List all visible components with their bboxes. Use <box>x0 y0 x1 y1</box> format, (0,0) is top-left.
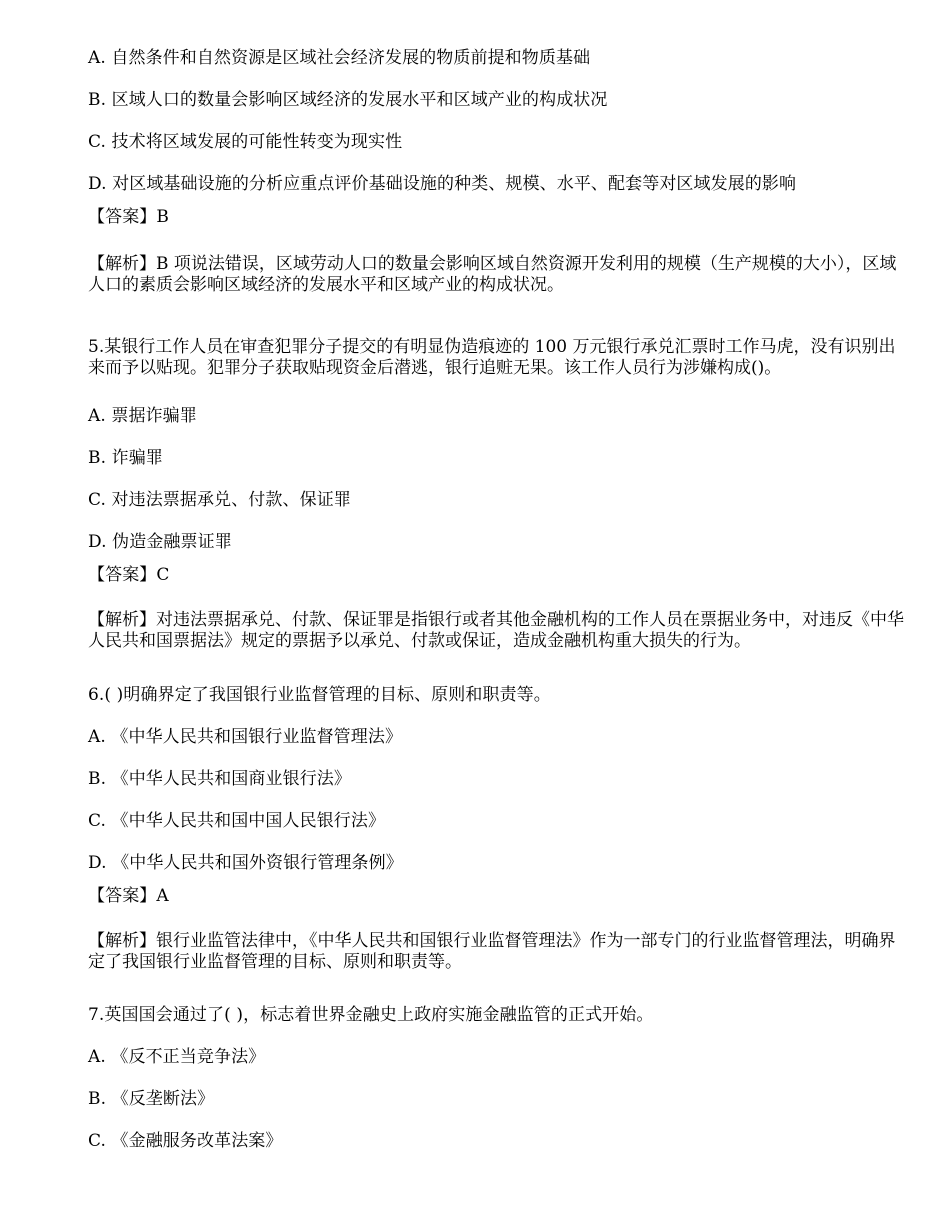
q6-stem: 6.( )明确界定了我国银行业监督管理的目标、原则和职责等。 <box>88 685 551 705</box>
q4-analysis: 【解析】B 项说法错误，区域劳动人口的数量会影响区域自然资源开发利用的规模（生产规模的大小），区域人口的素质会影响区域经济的发展水平和区域产业的构成状况。 <box>88 254 897 295</box>
q4-option-b: B. 区域人口的数量会影响区域经济的发展水平和区域产业的构成状况 <box>88 90 608 110</box>
q6-option-b: B. 《中华人民共和国商业银行法》 <box>88 769 351 789</box>
q5-option-a: A. 票据诈骗罪 <box>88 406 197 426</box>
q6-analysis: 【解析】银行业监管法律中，《中华人民共和国银行业监督管理法》作为一部专门的行业监督管理法，明确界定了我国银行业监督管理的目标、原则和职责等。 <box>88 931 896 972</box>
q5-analysis: 【解析】对违法票据承兑、付款、保证罪是指银行或者其他金融机构的工作人员在票据业务中，对违反《中华人民共和国票据法》规定的票据予以承兑、付款或保证，造成金融机构重大损失的行为。 <box>88 610 904 651</box>
q7-stem: 7.英国国会通过了( )，标志着世界金融史上政府实施金融监管的正式开始。 <box>88 1005 654 1025</box>
q7-option-c: C. 《金融服务改革法案》 <box>88 1131 283 1151</box>
q4-option-a: A. 自然条件和自然资源是区域社会经济发展的物质前提和物质基础 <box>88 48 591 68</box>
q6-option-a: A. 《中华人民共和国银行业监督管理法》 <box>88 727 403 747</box>
q5-option-d: D. 伪造金融票证罪 <box>88 532 232 552</box>
q4-option-d: D. 对区域基础设施的分析应重点评价基础设施的种类、规模、水平、配套等对区域发展的影响 <box>88 174 797 194</box>
q7-option-b: B. 《反垄断法》 <box>88 1089 215 1109</box>
q6-option-d: D. 《中华人民共和国外资银行管理条例》 <box>88 853 403 873</box>
q6-answer: 【答案】A <box>88 886 169 906</box>
q5-stem: 5.某银行工作人员在审查犯罪分子提交的有明显伪造痕迹的 100 万元银行承兑汇票时工作马虎，没有识别出来而予以贴现。犯罪分子获取贴现资金后潜逃，银行追赃无果。该工作人员行为涉嫌构成()。 <box>88 337 896 378</box>
q4-option-c: C. 技术将区域发展的可能性转变为现实性 <box>88 132 403 152</box>
q7-option-a: A. 《反不正当竞争法》 <box>88 1047 266 1067</box>
q6-option-c: C. 《中华人民共和国中国人民银行法》 <box>88 811 386 831</box>
q4-answer: 【答案】B <box>88 207 169 227</box>
q5-option-c: C. 对违法票据承兑、付款、保证罪 <box>88 490 351 510</box>
q5-option-b: B. 诈骗罪 <box>88 448 163 468</box>
q5-answer: 【答案】C <box>88 565 170 585</box>
